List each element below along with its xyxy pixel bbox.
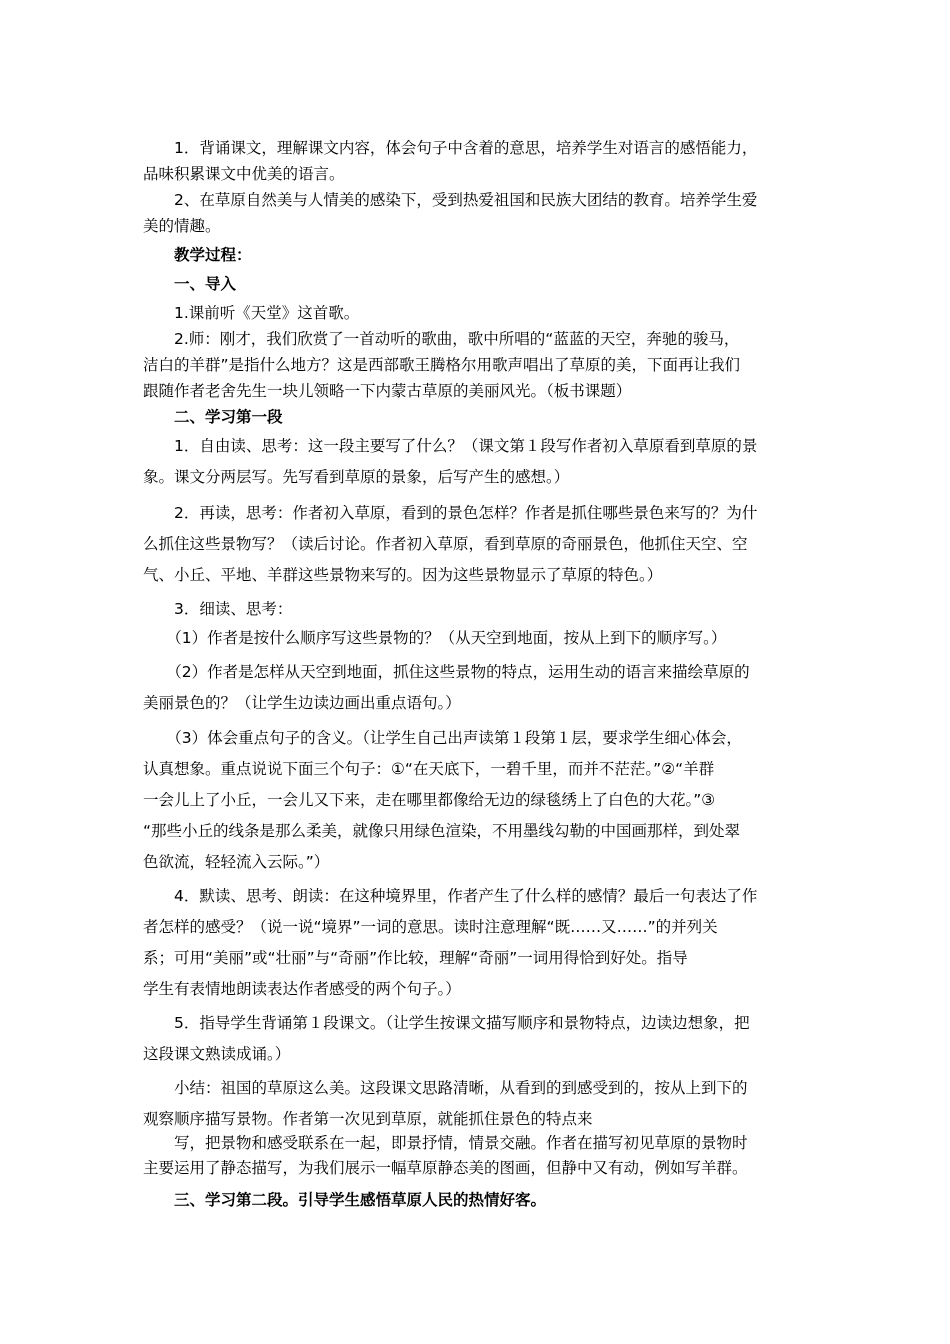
intro-item-2-line-2: 洁白的羊群”是指什么地方？这是西部歌王腾格尔用歌声唱出了草原的美，下面再让我们 xyxy=(143,356,741,374)
summary-line-2: 观察顺序描写景物。作者第一次见到草原，就能抓住景色的特点来 xyxy=(143,1110,593,1128)
intro-item-2-line-3: 跟随作者老舍先生一块儿领略一下内蒙古草原的美丽风光。（板书课题） xyxy=(143,382,632,400)
step-3-sub-3-line-1: （3）体会重点句子的含义。（让学生自己出声读第１段第１层，要求学生细心体会， xyxy=(143,729,742,747)
step-3-line: 3．细读、思考： xyxy=(143,600,293,618)
step-3-sub-1: （1）作者是按什么顺序写这些景物的？（从天空到地面，按从上到下的顺序写。） xyxy=(143,629,727,647)
section-3-heading: 三、学习第二段。引导学生感悟草原人民的热情好客。 xyxy=(143,1191,547,1209)
step-3-sub-3-line-2: 认真想象。重点说说下面三个句子：①“在天底下，一碧千里，而并不茫茫。”②“羊群 xyxy=(143,760,715,778)
step-1-line-1: 1．自由读、思考：这一段主要写了什么？（课文第１段写作者初入草原看到草原的景 xyxy=(143,437,758,455)
step-4-line-3: 系；可用“美丽”或“壮丽”与“奇丽”作比较，理解“奇丽”一词用得恰到好处。指导 xyxy=(143,949,688,967)
summary-line-3: 写，把景物和感受联系在一起，即景抒情，情景交融。作者在描写初见草原的景物时 xyxy=(143,1134,748,1152)
objective-2-line-2: 美的情趣。 xyxy=(143,217,221,235)
intro-item-1: 1.课前听《天堂》这首歌。 xyxy=(143,304,360,322)
objective-1-line-2: 品味积累课文中优美的语言。 xyxy=(143,165,345,183)
section-1-heading: 一、导入 xyxy=(143,275,237,293)
summary-line-1: 小结：祖国的草原这么美。这段课文思路清晰，从看到的到感受到的，按从上到下的 xyxy=(143,1079,748,1097)
step-2-line-3: 气、小丘、平地、羊群这些景物来写的。因为这些景物显示了草原的特色。） xyxy=(143,566,663,584)
intro-item-2-line-1: 2.师：刚才，我们欣赏了一首动听的歌曲，歌中所唱的“蓝蓝的天空，奔驰的骏马， xyxy=(143,330,740,348)
step-2-line-2: 么抓住这些景物写？（读后讨论。作者初入草原，看到草原的奇丽景色，他抓住天空、空 xyxy=(143,535,748,553)
step-5-line-2: 这段课文熟读成诵。） xyxy=(143,1045,291,1063)
step-2-line-1: 2．再读，思考：作者初入草原，看到的景色怎样？作者是抓住哪些景色来写的？为什 xyxy=(143,504,758,522)
section-2-heading: 二、学习第一段 xyxy=(143,408,283,426)
step-3-sub-3-line-3: 一会儿上了小丘，一会儿又下来，走在哪里都像给无边的绿毯绣上了白色的大花。”③ xyxy=(143,791,716,809)
step-3-sub-2-line-1: （2）作者是怎样从天空到地面，抓住这些景物的特点，运用生动的语言来描绘草原的 xyxy=(143,663,750,681)
step-3-sub-3-line-5: 色欲流，轻轻流入云际。”） xyxy=(143,853,330,871)
step-3-sub-2-line-2: 美丽景色的？（让学生边读边画出重点语句。） xyxy=(143,694,461,712)
step-1-line-2: 象。课文分两层写。先写看到草原的景象，后写产生的感想。） xyxy=(143,468,570,486)
step-5-line-1: 5．指导学生背诵第１段课文。（让学生按课文描写顺序和景物特点，边读边想象，把 xyxy=(143,1014,750,1032)
step-3-sub-3-line-4: “那些小丘的线条是那么柔美，就像只用绿色渲染，不用墨线勾勒的中国画那样，到处翠 xyxy=(143,822,741,840)
step-4-line-1: 4．默读、思考、朗读：在这种境界里，作者产生了什么样的感情？最后一句表达了作 xyxy=(143,887,758,905)
teaching-process-heading: 教学过程： xyxy=(143,246,252,264)
step-4-line-4: 学生有表情地朗读表达作者感受的两个句子。） xyxy=(143,980,461,998)
step-4-line-2: 者怎样的感受？（说一说“境界”一词的意思。读时注意理解“既……又……”的并列关 xyxy=(143,918,718,936)
objective-2-line-1: 2、在草原自然美与人情美的感染下，受到热爱祖国和民族大团结的教育。培养学生爱 xyxy=(143,191,758,209)
summary-line-4: 主要运用了静态描写，为我们展示一幅草原静态美的图画，但静中又有动，例如写羊群。 xyxy=(143,1159,748,1177)
objective-1-line-1: 1．背诵课文，理解课文内容，体会句子中含着的意思，培养学生对语言的感悟能力， xyxy=(143,139,758,157)
